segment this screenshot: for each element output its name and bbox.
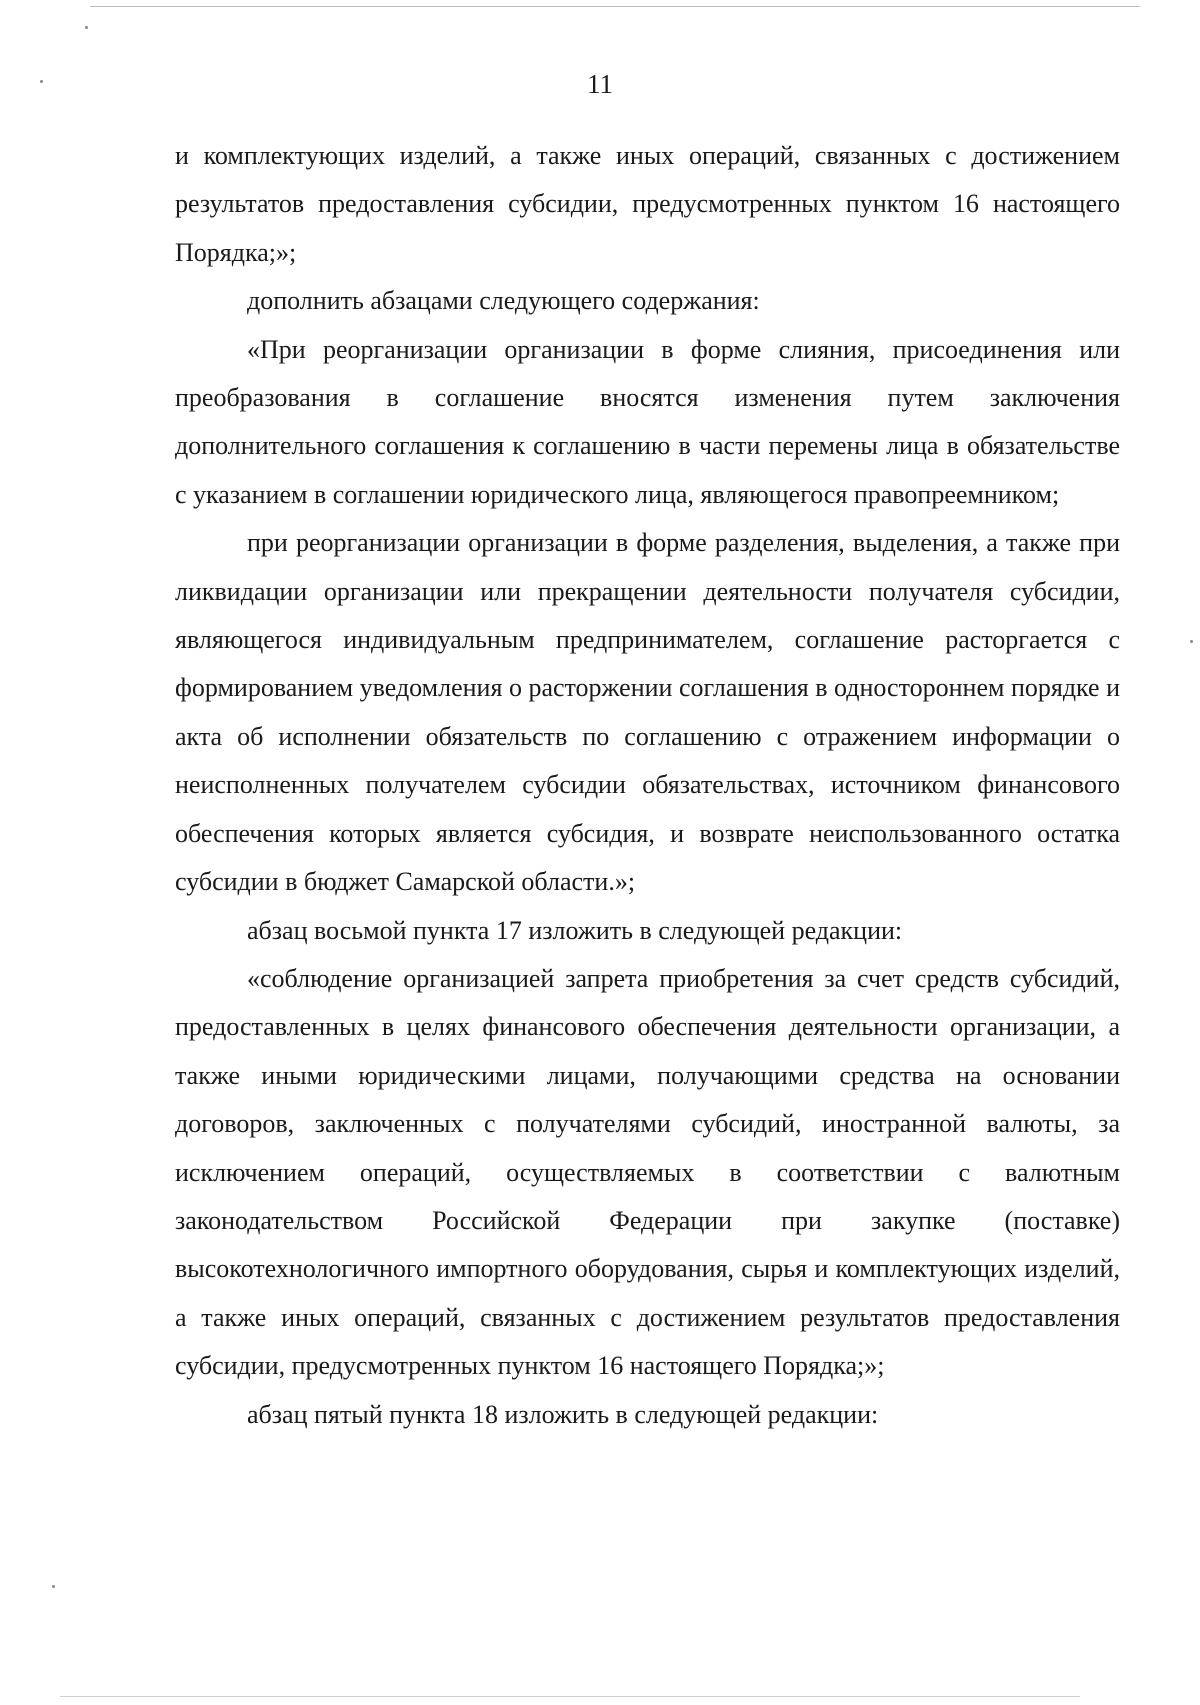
paragraph-clause-17-intro: абзац восьмой пункта 17 изложить в следующей редакции: [247,915,903,945]
paragraph-reorganization-division: при реорганизации организации в форме разделения, выделения, а также при ликвидации организации или прекращении деятельности получателя субсидии, являющегося индивидуальным предпринимателем, соглашение расторгается с формированием уведомления о расторжении соглашения в одностороннем порядке и акта об исполнении обязательств по соглашению с отражением информации о неисполненных получателем субсидии обязательствах, источником финансового обеспечения которых является субсидия, и возврате неиспользованного остатка субсидии в бюджет Самарской области.»; [175,528,1120,897]
paragraph-continuation: и комплектующих изделий, а также иных операций, связанных с достижением результатов предоставления субсидии, предусмотренных пунктом 16 настоящего Порядка;»; [175,141,1120,267]
paragraph-reorganization-merger: «При реорганизации организации в форме слияния, присоединения или преобразования в соглашение вносятся изменения путем заключения дополнительного соглашения к соглашению в части перемены лица в обязательстве с указанием в соглашении юридического лица, являющегося правопреемником; [175,334,1120,509]
page-number: 11 [587,69,613,99]
scan-speck [52,1585,55,1588]
paragraph-amendment-intro: дополнить абзацами следующего содержания: [247,286,760,316]
paragraph-clause-18-intro: абзац пятый пункта 18 изложить в следующей редакции: [247,1399,879,1429]
document-body [175,132,1120,1439]
scan-speck [85,26,88,29]
scan-edge-bottom [60,1696,1080,1697]
scan-speck [1190,640,1193,643]
scan-edge-top [90,6,1140,7]
paragraph-currency-prohibition: «соблюдение организацией запрета приобретения за счет средств субсидий, предоставленных в целях финансового обеспечения деятельности организации, а также иными юридическими лицами, получающими средства на основании договоров, заключенных с получателями субсидий, иностранной валюты, за исключением операций, осуществляемых в соответствии с валютным законодательством Российской Федерации при закупке (поставке) высокотехнологичного импортного оборудования, сырья и комплектующих изделий, а также иных операций, связанных с достижением результатов предоставления субсидии, предусмотренных пунктом 16 настоящего Порядка;»; [175,963,1120,1381]
